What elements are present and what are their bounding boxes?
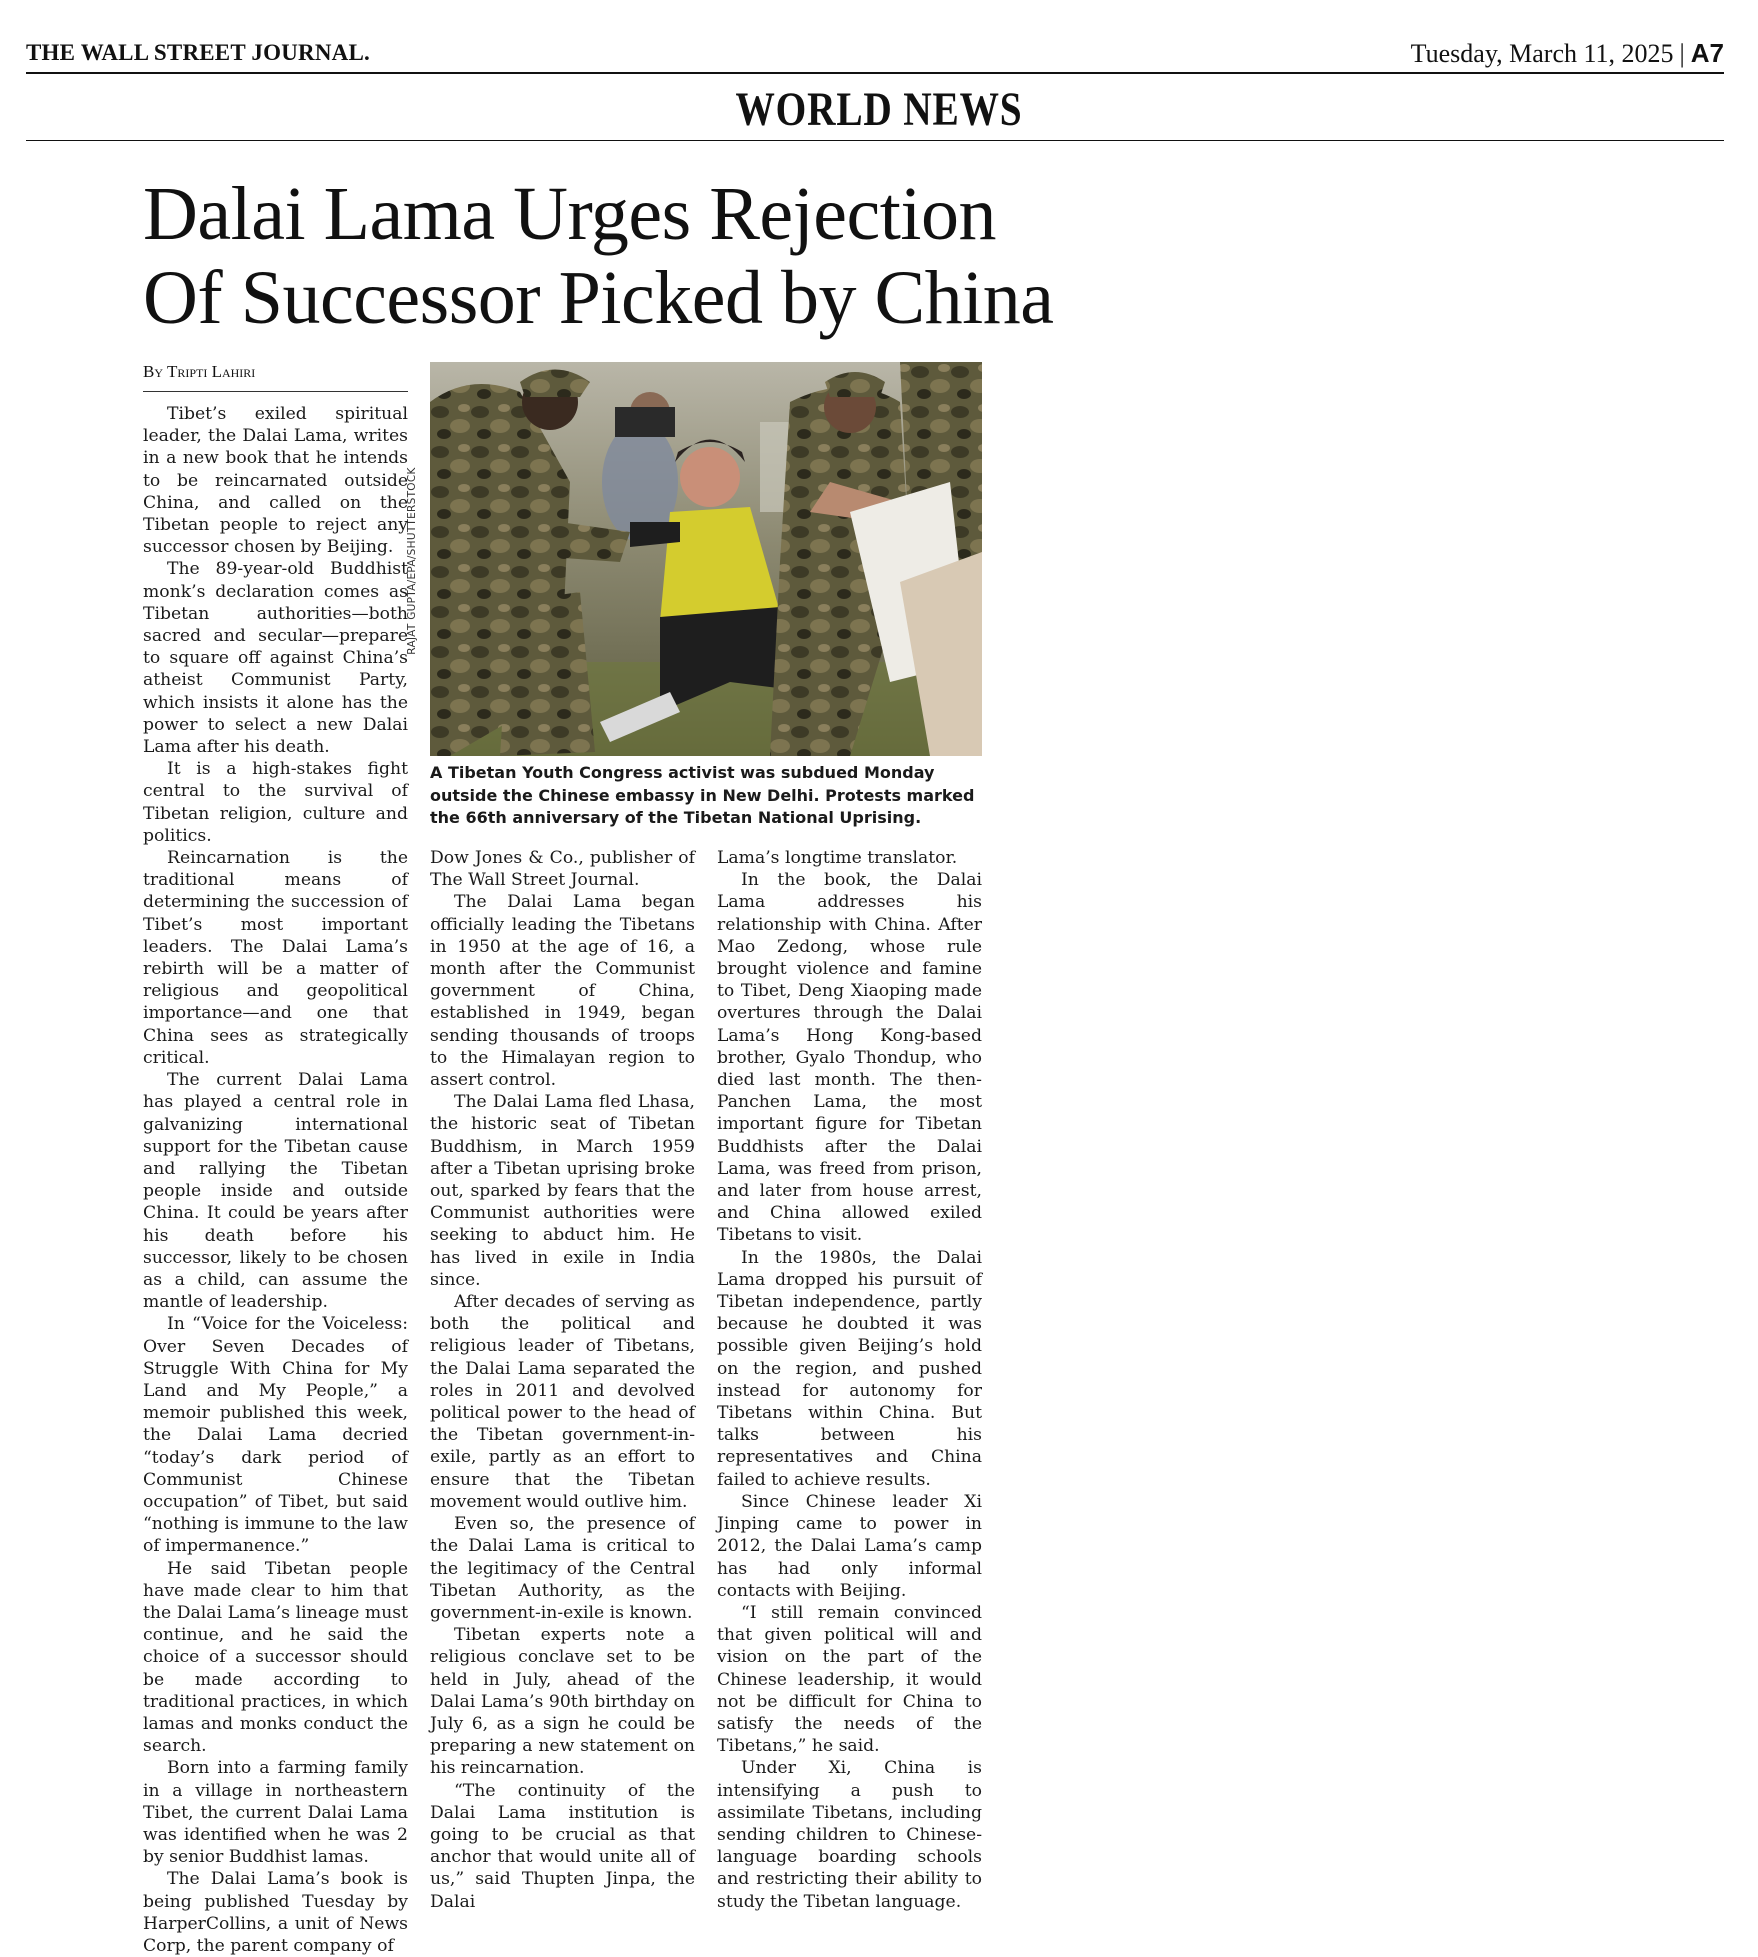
page-number: A7 [1690,38,1724,68]
article-paragraph: Tibetan experts note a religious conclave set to be held in July, ahead of the Dalai Lama’s 90th birthday on July 6, as a sign he could be preparing a new statement on his reincarnation. [430,1625,695,1779]
section-rule [26,140,1724,141]
article-paragraph: Under Xi, China is intensifying a push to assimilate Tibetans, including sending children to Chinese-language boarding schools and restricting their ability to study the Tibetan language. [717,1758,982,1912]
article-paragraph: The current Dalai Lama has played a central role in galvanizing international support for the Tibetan cause and rallying the Tibetan people inside and outside China. It could be years after his death before his successor, likely to be chosen as a child, can assume the mantle of leadership. [143,1070,408,1313]
article-column-2 [430,847,695,1913]
headline-line: Of Successor Picked by China [143,256,1054,340]
photo-credit: RAJAT GUPTA/EPA/SHUTTERSTOCK [406,467,418,655]
photo-caption: A Tibetan Youth Congress activist was subdued Monday outside the Chinese embassy in New Delhi. Protests marked the 66th anniversary of the Tibetan National Uprising. [430,763,975,827]
article-paragraph: Tibet’s exiled spiritual leader, the Dalai Lama, writes in a new book that he intends to be reincarnated outside China, and called on the Tibetan people to reject any successor chosen by Beijing. [143,404,408,558]
headline-line: Dalai Lama Urges Rejection [143,172,996,256]
article-paragraph: “The continuity of the Dalai Lama institution is going to be crucial as that anchor that would unite all of us,” said Thupten Jinpa, the Dalai [430,1780,695,1912]
article-paragraph: In “Voice for the Voiceless: Over Seven Decades of Struggle With China for My Land and My People,” a memoir published this week, the Dalai Lama decried “today’s dark period of Communist Chinese occupation” of Tibet, but said “nothing is immune to the law of impermanence.” [143,1314,408,1557]
newspaper-masthead: THE WALL STREET JOURNAL. [26,40,370,65]
byline: By Tripti Lahiri [143,362,408,392]
article-paragraph: After decades of serving as both the political and religious leader of Tibetans, the Dalai Lama separated the roles in 2011 and devolved political power to the head of the Tibetan government-in-exile, partly as an effort to ensure that the Tibetan movement would outlive him. [430,1292,695,1512]
photo-illustration [430,362,982,756]
article-paragraph: In the 1980s, the Dalai Lama dropped his pursuit of Tibetan independence, partly because he doubted it was possible given Beijing’s hold on the region, and pushed instead for autonomy for Tibetans within China. But talks between his representatives and China failed to achieve results. [717,1247,982,1490]
article-paragraph: In the book, the Dalai Lama addresses his relationship with China. After Mao Zedong, whose rule brought violence and famine to Tibet, Deng Xiaoping made overtures through the Dalai Lama’s Hong Kong-based brother, Gyalo Thondup, who died last month. The then-Panchen Lama, the most important figure for Tibetan Buddhists after the Dalai Lama, was freed from prison, and later from house arrest, and China allowed exiled Tibetans to visit. [717,870,982,1246]
article-paragraph: Even so, the presence of the Dalai Lama is critical to the legitimacy of the Central Tibetan Authority, as the government-in-exile is known. [430,1514,695,1623]
article-column-1 [143,403,408,1957]
article-paragraph: The Dalai Lama fled Lhasa, the historic seat of Tibetan Buddhism, in March 1959 after a Tibetan uprising broke out, sparked by fears that the Communist authorities were seeking to abduct him. He has lived in exile in India since. [430,1092,695,1290]
masthead-rule [26,72,1724,74]
issue-info [1411,38,1724,69]
issue-date: Tuesday, March 11, 2025 [1410,39,1674,68]
article-paragraph: He said Tibetan people have made clear to him that the Dalai Lama’s lineage must continue, and he said the choice of a successor should be made according to traditional practices, in which lamas and monks conduct the search. [143,1558,408,1757]
article-paragraph: “I still remain convinced that given political will and vision on the part of the Chinese leadership, it would not be difficult for China to satisfy the needs of the Tibetans,” he said. [717,1602,982,1757]
article-paragraph-continued: Dow Jones & Co., publisher of The Wall Street Journal. [430,848,695,891]
article-headline [143,172,1054,340]
article-paragraph: The Dalai Lama’s book is being published Tuesday by HarperCollins, a unit of News Corp, the parent company of [143,1869,408,1957]
masthead-separator: | [1679,39,1685,68]
news-photo [430,362,982,756]
article-column-3 [717,847,982,1913]
article-paragraph: Reincarnation is the traditional means of determining the succession of Tibet’s most important leaders. The Dalai Lama’s rebirth will be a matter of religious and geopolitical importance—and one that China sees as strategically critical. [143,848,408,1068]
article-paragraph: Born into a farming family in a village in northeastern Tibet, the current Dalai Lama was identified when he was 2 by senior Buddhist lamas. [143,1758,408,1868]
article-paragraph: The 89-year-old Buddhist monk’s declaration comes as Tibetan authorities—both sacred and secular—prepare to square off against China’s atheist Communist Party, which insists it alone has the power to select a new Dalai Lama after his death. [143,559,408,758]
article-paragraph-continued: Lama’s longtime translator. [717,848,958,868]
article-paragraph: Since Chinese leader Xi Jinping came to power in 2012, the Dalai Lama’s camp has had only informal contacts with Beijing. [717,1491,982,1601]
article-paragraph: The Dalai Lama began officially leading the Tibetans in 1950 at the age of 16, a month after the Communist government of China, established in 1949, began sending thousands of troops to the Himalayan region to assert control. [430,892,695,1091]
section-title: WORLD NEWS [735,83,1023,136]
article-paragraph: It is a high-stakes fight central to the survival of Tibetan religion, culture and politics. [143,759,408,846]
